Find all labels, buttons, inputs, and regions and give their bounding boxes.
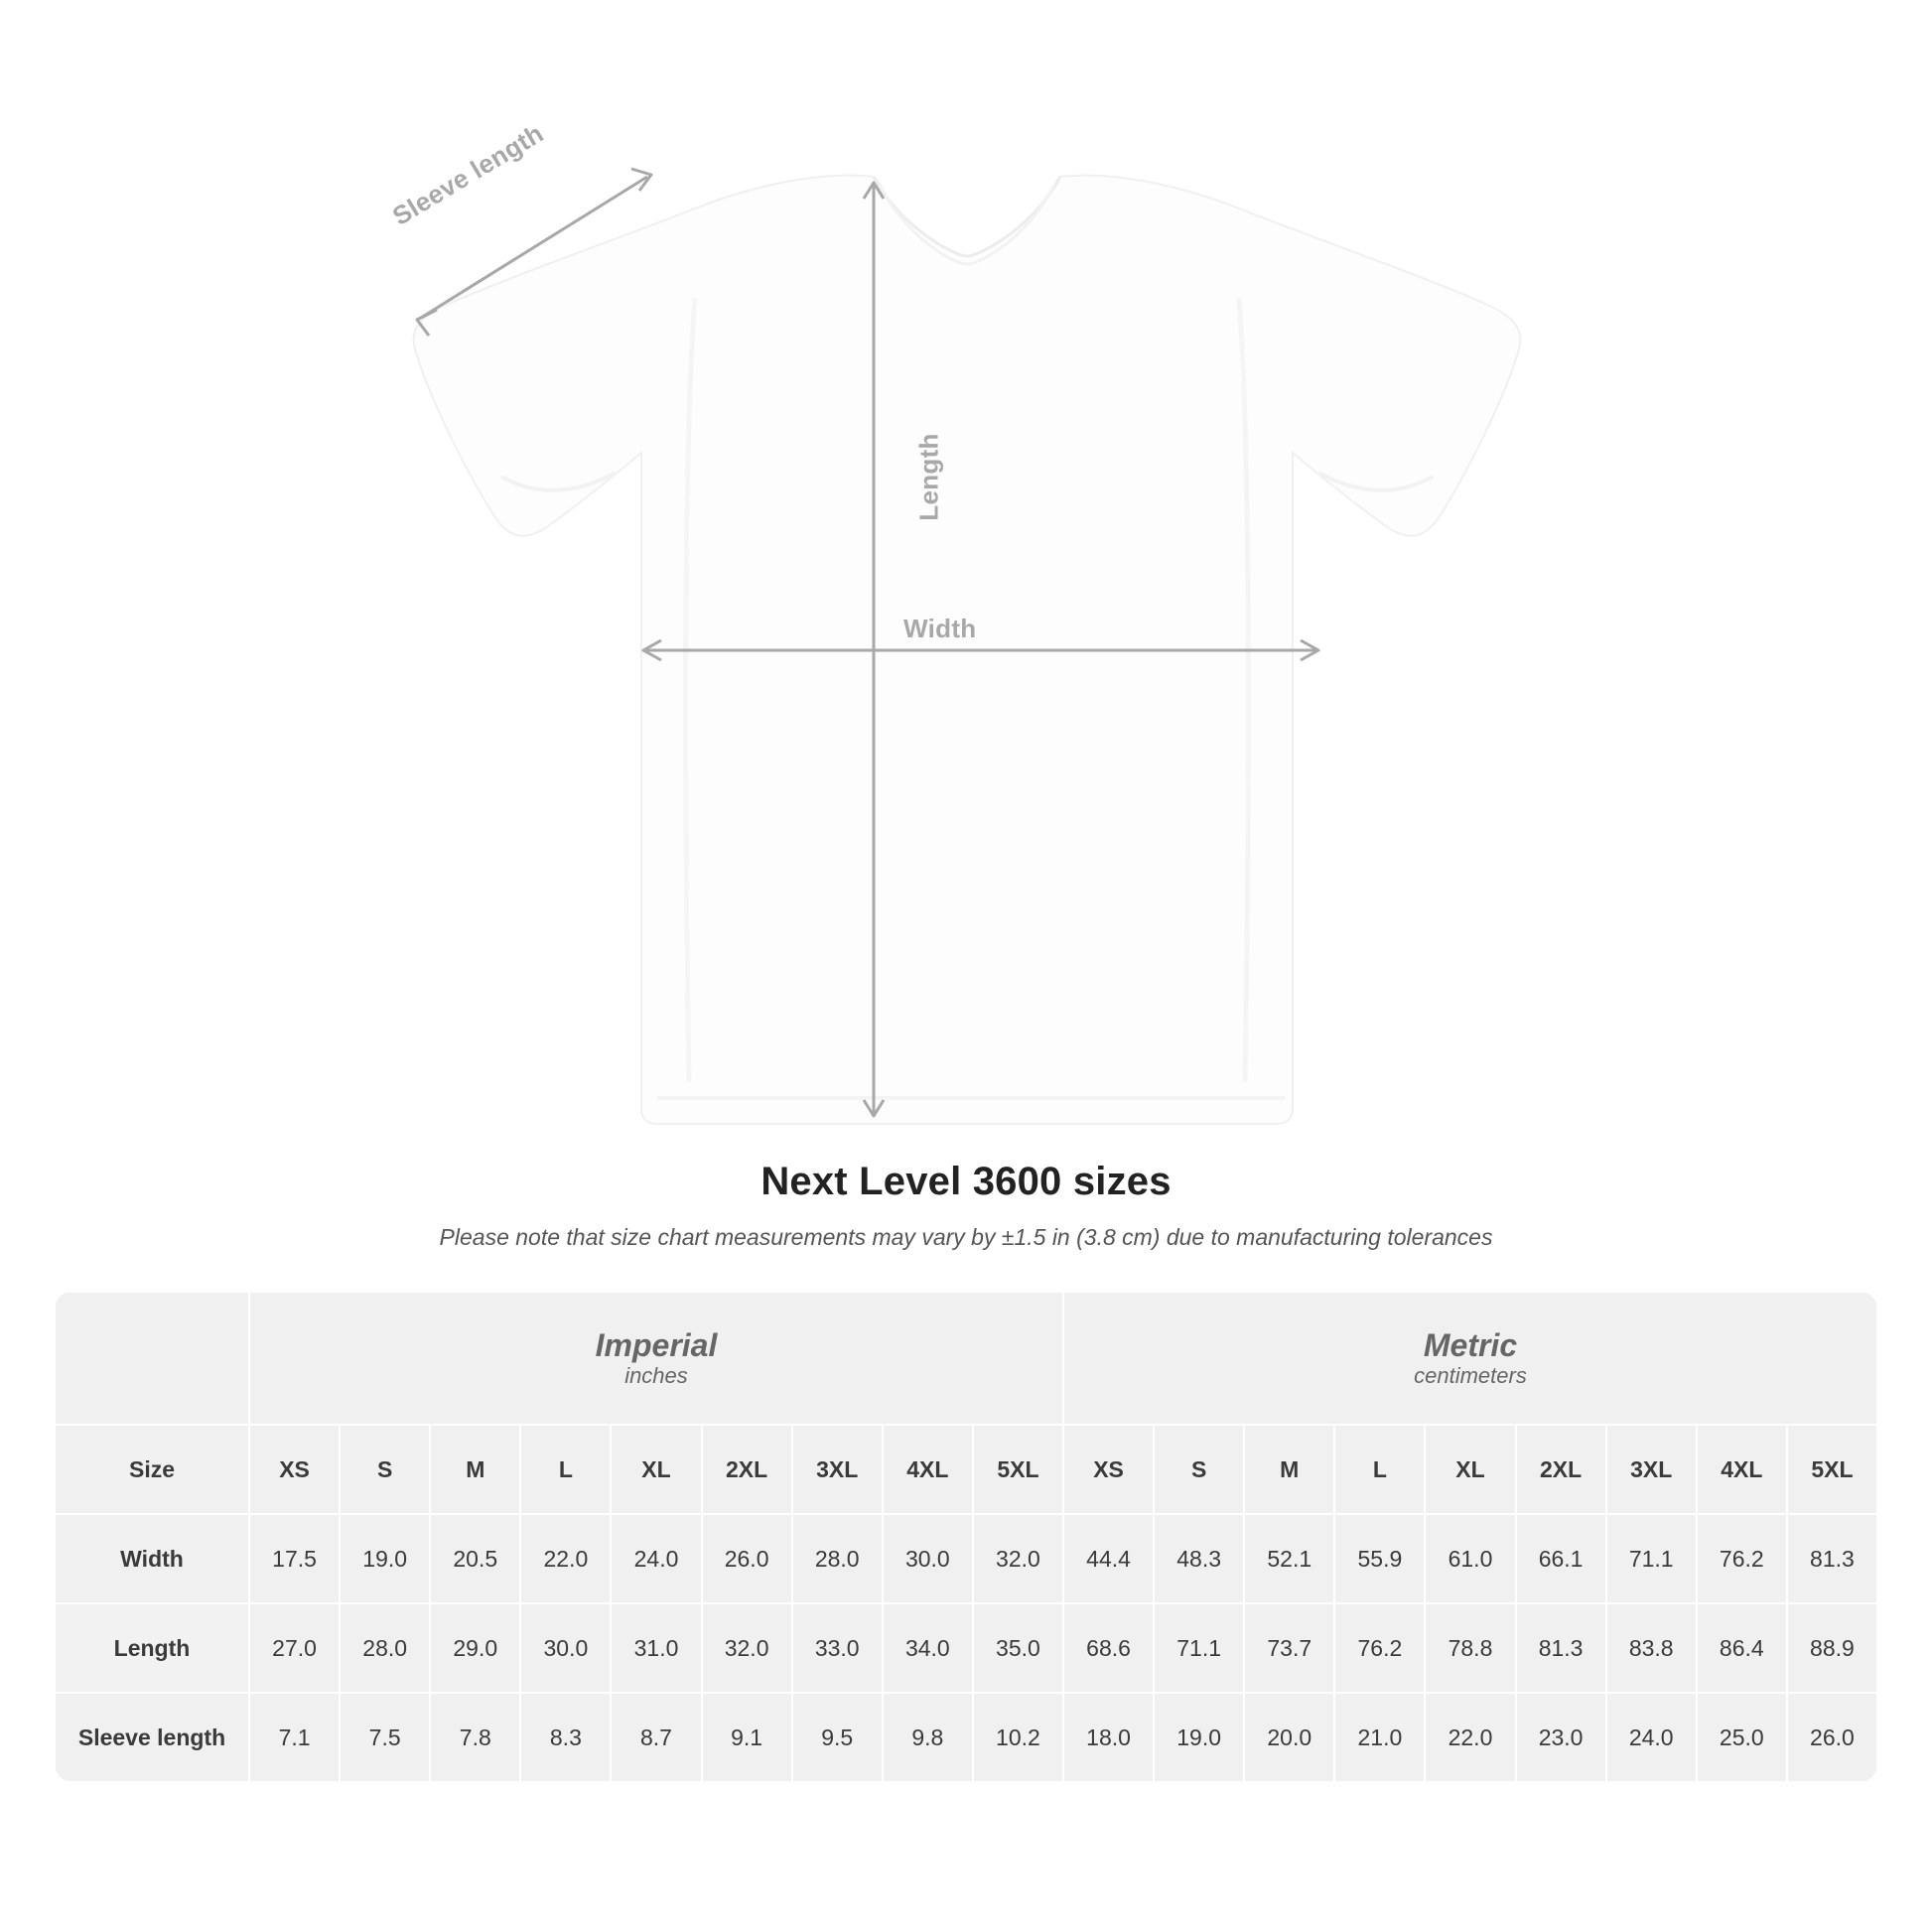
cell-length-imperial-m: 29.0 [430, 1603, 520, 1693]
cell-length-imperial-s: 28.0 [340, 1603, 430, 1693]
cell-width-metric-4xl: 76.2 [1697, 1514, 1787, 1603]
cell-sleeve-imperial-4xl: 9.8 [883, 1693, 973, 1782]
column-header: L [520, 1425, 611, 1514]
system-header-metric [1063, 1292, 1877, 1425]
cell-sleeve-metric-2xl: 23.0 [1516, 1693, 1606, 1782]
cell-sleeve-imperial-5xl: 10.2 [973, 1693, 1063, 1782]
cell-sleeve-metric-4xl: 25.0 [1697, 1693, 1787, 1782]
corner-cell [55, 1292, 249, 1425]
cell-width-imperial-4xl: 30.0 [883, 1514, 973, 1603]
row-label-width: Width [55, 1514, 249, 1603]
size-chart-table [54, 1291, 1878, 1783]
column-header: 3XL [1606, 1425, 1697, 1514]
cell-length-imperial-5xl: 35.0 [973, 1603, 1063, 1693]
column-header: M [1244, 1425, 1334, 1514]
cell-length-metric-5xl: 88.9 [1787, 1603, 1877, 1693]
system-name-metric: Metric [1423, 1326, 1518, 1363]
column-header: 3XL [792, 1425, 883, 1514]
cell-length-metric-l: 76.2 [1334, 1603, 1425, 1693]
cell-length-metric-xl: 78.8 [1425, 1603, 1515, 1693]
cell-length-metric-4xl: 86.4 [1697, 1603, 1787, 1693]
size-header-cell: Size [55, 1425, 249, 1514]
system-header-imperial [249, 1292, 1063, 1425]
cell-width-metric-5xl: 81.3 [1787, 1514, 1877, 1603]
table-size-header-row [55, 1425, 1877, 1514]
cell-length-imperial-l: 30.0 [520, 1603, 611, 1693]
cell-length-metric-xs: 68.6 [1063, 1603, 1154, 1693]
cell-sleeve-metric-l: 21.0 [1334, 1693, 1425, 1782]
cell-sleeve-metric-m: 20.0 [1244, 1693, 1334, 1782]
cell-width-imperial-s: 19.0 [340, 1514, 430, 1603]
column-header: 2XL [1516, 1425, 1606, 1514]
cell-width-imperial-m: 20.5 [430, 1514, 520, 1603]
column-header: M [430, 1425, 520, 1514]
cell-length-metric-3xl: 83.8 [1606, 1603, 1697, 1693]
title-block [0, 1160, 1932, 1251]
cell-sleeve-imperial-xs: 7.1 [249, 1693, 340, 1782]
cell-width-imperial-3xl: 28.0 [792, 1514, 883, 1603]
column-header: S [340, 1425, 430, 1514]
cell-sleeve-metric-5xl: 26.0 [1787, 1693, 1877, 1782]
cell-width-metric-xs: 44.4 [1063, 1514, 1154, 1603]
column-header: 4XL [1697, 1425, 1787, 1514]
system-unit-imperial: inches [624, 1363, 688, 1389]
column-header: XS [1063, 1425, 1154, 1514]
cell-width-metric-3xl: 71.1 [1606, 1514, 1697, 1603]
cell-width-metric-s: 48.3 [1154, 1514, 1244, 1603]
column-header: 2XL [702, 1425, 792, 1514]
cell-sleeve-metric-3xl: 24.0 [1606, 1693, 1697, 1782]
cell-sleeve-imperial-xl: 8.7 [611, 1693, 701, 1782]
column-header: 5XL [973, 1425, 1063, 1514]
cell-width-metric-m: 52.1 [1244, 1514, 1334, 1603]
column-header: 5XL [1787, 1425, 1877, 1514]
cell-length-imperial-2xl: 32.0 [702, 1603, 792, 1693]
cell-sleeve-metric-xs: 18.0 [1063, 1693, 1154, 1782]
cell-sleeve-imperial-l: 8.3 [520, 1693, 611, 1782]
cell-sleeve-metric-xl: 22.0 [1425, 1693, 1515, 1782]
table-row [55, 1693, 1877, 1782]
table-row [55, 1603, 1877, 1693]
size-chart-table-wrapper [54, 1291, 1878, 1783]
cell-width-imperial-xl: 24.0 [611, 1514, 701, 1603]
row-label-length: Length [55, 1603, 249, 1693]
column-header: XL [611, 1425, 701, 1514]
cell-width-metric-2xl: 66.1 [1516, 1514, 1606, 1603]
cell-length-metric-2xl: 81.3 [1516, 1603, 1606, 1693]
cell-width-metric-l: 55.9 [1334, 1514, 1425, 1603]
table-row [55, 1514, 1877, 1603]
cell-width-imperial-l: 22.0 [520, 1514, 611, 1603]
cell-sleeve-imperial-3xl: 9.5 [792, 1693, 883, 1782]
cell-sleeve-imperial-s: 7.5 [340, 1693, 430, 1782]
cell-length-imperial-xl: 31.0 [611, 1603, 701, 1693]
cell-length-imperial-xs: 27.0 [249, 1603, 340, 1693]
cell-width-metric-xl: 61.0 [1425, 1514, 1515, 1603]
cell-length-metric-s: 71.1 [1154, 1603, 1244, 1693]
cell-sleeve-imperial-m: 7.8 [430, 1693, 520, 1782]
cell-width-imperial-xs: 17.5 [249, 1514, 340, 1603]
cell-width-imperial-5xl: 32.0 [973, 1514, 1063, 1603]
page-title: Next Level 3600 sizes [760, 1160, 1172, 1203]
column-header: L [1334, 1425, 1425, 1514]
column-header: XS [249, 1425, 340, 1514]
column-header: S [1154, 1425, 1244, 1514]
row-label-sleeve-length: Sleeve length [55, 1693, 249, 1782]
column-header: XL [1425, 1425, 1515, 1514]
cell-sleeve-imperial-2xl: 9.1 [702, 1693, 792, 1782]
cell-sleeve-metric-s: 19.0 [1154, 1693, 1244, 1782]
width-label: Width [903, 614, 977, 643]
table-system-header-row [55, 1292, 1877, 1425]
sleeve-length-label: Sleeve length [387, 117, 549, 231]
length-label: Length [913, 433, 944, 521]
cell-length-imperial-4xl: 34.0 [883, 1603, 973, 1693]
tolerance-note: Please note that size chart measurements may vary by ±1.5 in (3.8 cm) due to manufacturing tolerances [439, 1224, 1493, 1250]
cell-length-imperial-3xl: 33.0 [792, 1603, 883, 1693]
cell-width-imperial-2xl: 26.0 [702, 1514, 792, 1603]
column-header: 4XL [883, 1425, 973, 1514]
cell-length-metric-m: 73.7 [1244, 1603, 1334, 1693]
system-name-imperial: Imperial [595, 1326, 718, 1363]
system-unit-metric: centimeters [1414, 1363, 1527, 1389]
